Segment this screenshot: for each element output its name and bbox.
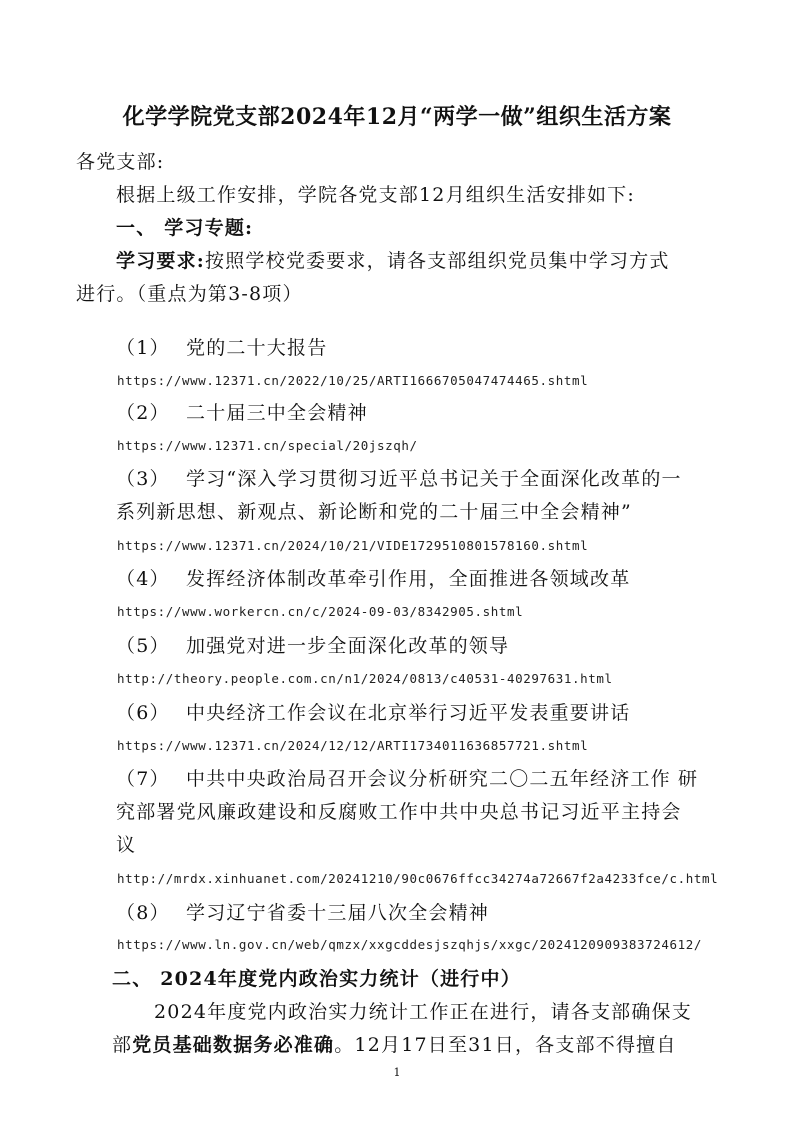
item-title: 中央经济工作会议在北京举行习近平发表重要讲话 bbox=[186, 702, 631, 724]
item-number: （8） bbox=[116, 902, 170, 924]
list-item bbox=[116, 398, 368, 425]
section2-paragraph-cont bbox=[112, 1030, 677, 1057]
item-title-cont: 议 bbox=[116, 834, 137, 856]
item-number: （3） bbox=[116, 468, 170, 490]
item-title: 加强党对进一步全面深化改革的领导 bbox=[186, 635, 510, 657]
item-title: 党的二十大报告 bbox=[186, 337, 328, 359]
item-link[interactable]: https://www.ln.gov.cn/web/qmzx/xxgcddesjszqhjs/xxgc/2024120909383724612/ bbox=[117, 937, 703, 952]
item-number: （6） bbox=[116, 702, 170, 724]
section2-text: 部 bbox=[112, 1034, 133, 1056]
study-requirement-cont: 进行。（重点为第3-8项） bbox=[76, 283, 303, 305]
list-item bbox=[116, 898, 489, 925]
list-item bbox=[116, 764, 698, 791]
section1-heading: 一、 学习专题: bbox=[116, 217, 254, 239]
study-requirement bbox=[116, 246, 670, 273]
item-link[interactable]: https://www.12371.cn/special/20jszqh/ bbox=[117, 438, 418, 453]
document-title: 化学学院党支部2024年12月“两学一做”组织生活方案 bbox=[122, 104, 672, 130]
salutation: 各党支部: bbox=[76, 151, 165, 173]
item-title: 中共中央政治局召开会议分析研究二〇二五年经济工作 研 bbox=[186, 768, 699, 790]
item-number: （7） bbox=[116, 768, 170, 790]
item-link[interactable]: http://mrdx.xinhuanet.com/20241210/90c0676ffcc34274a72667f2a4233fce/c.html bbox=[117, 871, 719, 886]
section2-text: 。12月17日至31日，各支部不得擅自 bbox=[334, 1034, 677, 1056]
item-link[interactable]: https://www.workercn.cn/c/2024-09-03/8342905.shtml bbox=[117, 604, 524, 619]
item-title: 发挥经济体制改革牵引作用，全面推进各领域改革 bbox=[186, 568, 631, 590]
item-link[interactable]: http://theory.people.com.cn/n1/2024/0813/c40531-40297631.html bbox=[117, 671, 613, 686]
item-title: 学习“深入学习贯彻习近平总书记关于全面深化改革的一 bbox=[186, 468, 682, 490]
list-item bbox=[116, 564, 630, 591]
study-requirement-label: 学习要求: bbox=[116, 250, 206, 272]
item-title: 学习辽宁省委十三届八次全会精神 bbox=[186, 902, 490, 924]
list-item bbox=[116, 333, 327, 360]
item-title: 二十届三中全会精神 bbox=[186, 402, 368, 424]
section2-paragraph: 2024年度党内政治实力统计工作正在进行，请各支部确保支 bbox=[154, 1001, 692, 1023]
item-link[interactable]: https://www.12371.cn/2024/10/21/VIDE1729510801578160.shtml bbox=[117, 538, 589, 553]
item-title-cont: 系列新思想、新观点、新论断和党的二十届三中全会精神” bbox=[116, 501, 632, 523]
item-number: （1） bbox=[116, 337, 170, 359]
study-requirement-text: 按照学校党委要求，请各支部组织党员集中学习方式 bbox=[205, 250, 670, 272]
section2-emphasis: 党员基础数据务必准确 bbox=[132, 1034, 335, 1056]
item-title-cont: 究部署党风廉政建设和反腐败工作中共中央总书记习近平主持会 bbox=[116, 801, 682, 823]
list-item bbox=[116, 464, 682, 491]
list-item bbox=[116, 698, 630, 725]
page-number: 1 bbox=[393, 1066, 401, 1079]
item-number: （4） bbox=[116, 568, 170, 590]
item-link[interactable]: https://www.12371.cn/2024/12/12/ARTI1734011636857721.shtml bbox=[117, 738, 589, 753]
intro-paragraph: 根据上级工作安排，学院各党支部12月组织生活安排如下: bbox=[116, 184, 635, 206]
section2-heading: 二、 2024年度党内政治实力统计（进行中） bbox=[112, 968, 521, 990]
item-number: （2） bbox=[116, 402, 170, 424]
list-item bbox=[116, 631, 509, 658]
item-number: （5） bbox=[116, 635, 170, 657]
item-link[interactable]: https://www.12371.cn/2022/10/25/ARTI1666705047474465.shtml bbox=[117, 373, 589, 388]
